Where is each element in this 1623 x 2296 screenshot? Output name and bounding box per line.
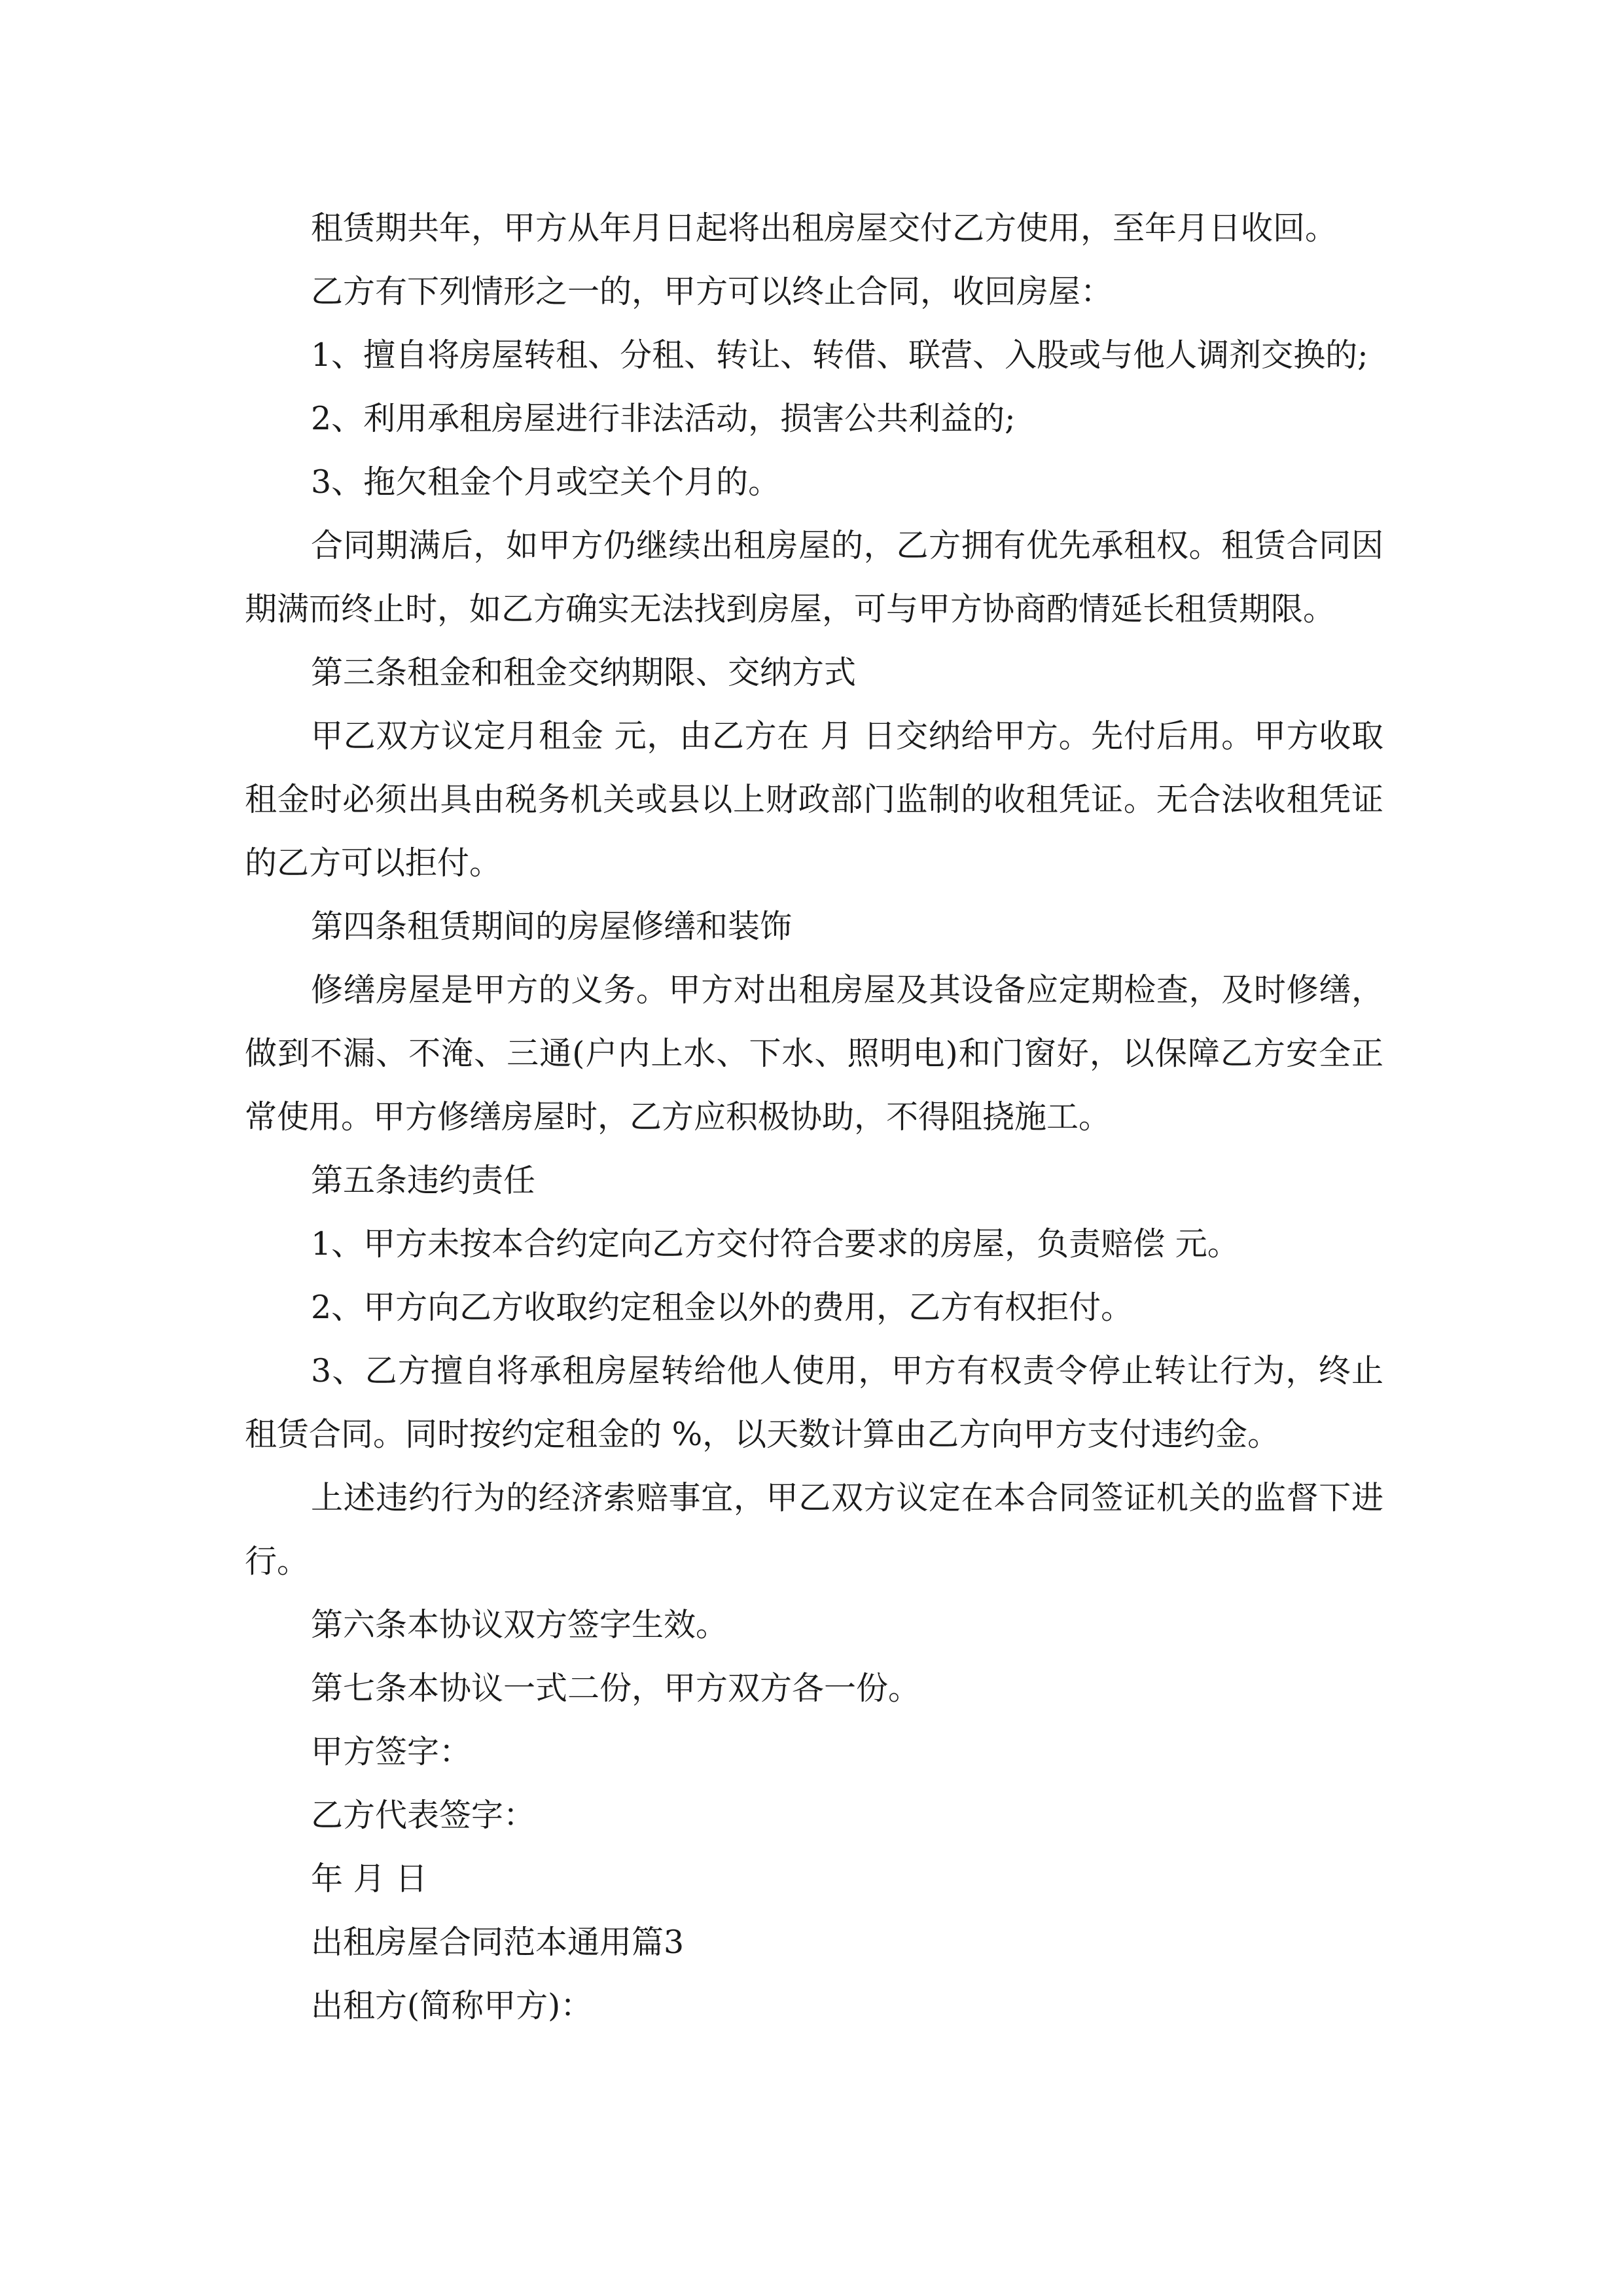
paragraph-renewal: 合同期满后，如甲方仍继续出租房屋的，乙方拥有优先承租权。租赁合同因期满而终止时，如乙方确实无法找到房屋，可与甲方协商酌情延长租赁期限。 — [245, 527, 1383, 628]
paragraph-lease-term: 租赁期共年，甲方从年月日起将出租房屋交付乙方使用，至年月日收回。 — [311, 209, 1338, 247]
lessor-label: 出租方(简称甲方)： — [311, 1987, 593, 2024]
section-heading-article-3: 第三条租金和租金交纳期限、交纳方式 — [311, 654, 857, 691]
signature-party-b: 乙方代表签字： — [311, 1797, 536, 1834]
paragraph-repairs: 修缮房屋是甲方的义务。甲方对出租房屋及其设备应定期检查，及时修缮，做到不漏、不淹、三通(户内上水、下水、照明电)和门窗好，以保障乙方安全正常使用。甲方修缮房屋时，乙方应积极协助，不得阻挠施工。 — [245, 971, 1383, 1136]
paragraph-termination-conditions: 乙方有下列情形之一的，甲方可以终止合同，收回房屋： — [311, 273, 1113, 310]
paragraph-breach-1: 1、甲方未按本合约定向乙方交付符合要求的房屋，负责赔偿 元。 — [311, 1225, 1240, 1263]
signature-party-a: 甲方签字： — [311, 1733, 472, 1770]
contract-title-3: 出租房屋合同范本通用篇3 — [311, 1924, 685, 1961]
document-body — [245, 196, 1383, 2037]
section-heading-article-4: 第四条租赁期间的房屋修缮和装饰 — [311, 908, 793, 945]
paragraph-breach-3: 3、乙方擅自将承租房屋转给他人使用，甲方有权责令停止转让行为，终止租赁合同。同时按约定租金的 %，以天数计算由乙方向甲方支付违约金。 — [245, 1352, 1383, 1453]
paragraph-condition-1: 1、擅自将房屋转租、分租、转让、转借、联营、入股或与他人调剂交换的; — [311, 336, 1368, 374]
section-heading-article-5: 第五条违约责任 — [311, 1162, 536, 1199]
section-heading-article-7: 第七条本协议一式二份，甲方双方各一份。 — [311, 1670, 921, 1707]
paragraph-condition-2: 2、利用承租房屋进行非法活动，损害公共利益的; — [311, 400, 1016, 437]
paragraph-rent-payment: 甲乙双方议定月租金 元，由乙方在 月 日交纳给甲方。先付后用。甲方收取租金时必须出具由税务机关或县以上财政部门监制的收租凭证。无合法收租凭证的乙方可以拒付。 — [245, 717, 1383, 882]
section-heading-article-6: 第六条本协议双方签字生效。 — [311, 1606, 728, 1643]
paragraph-condition-3: 3、拖欠租金个月或空关个月的。 — [311, 463, 781, 501]
paragraph-breach-2: 2、甲方向乙方收取约定租金以外的费用，乙方有权拒付。 — [311, 1289, 1133, 1326]
signature-date: 年 月 日 — [311, 1860, 428, 1897]
paragraph-breach-claims: 上述违约行为的经济索赔事宜，甲乙双方议定在本合同签证机关的监督下进行。 — [245, 1479, 1383, 1580]
